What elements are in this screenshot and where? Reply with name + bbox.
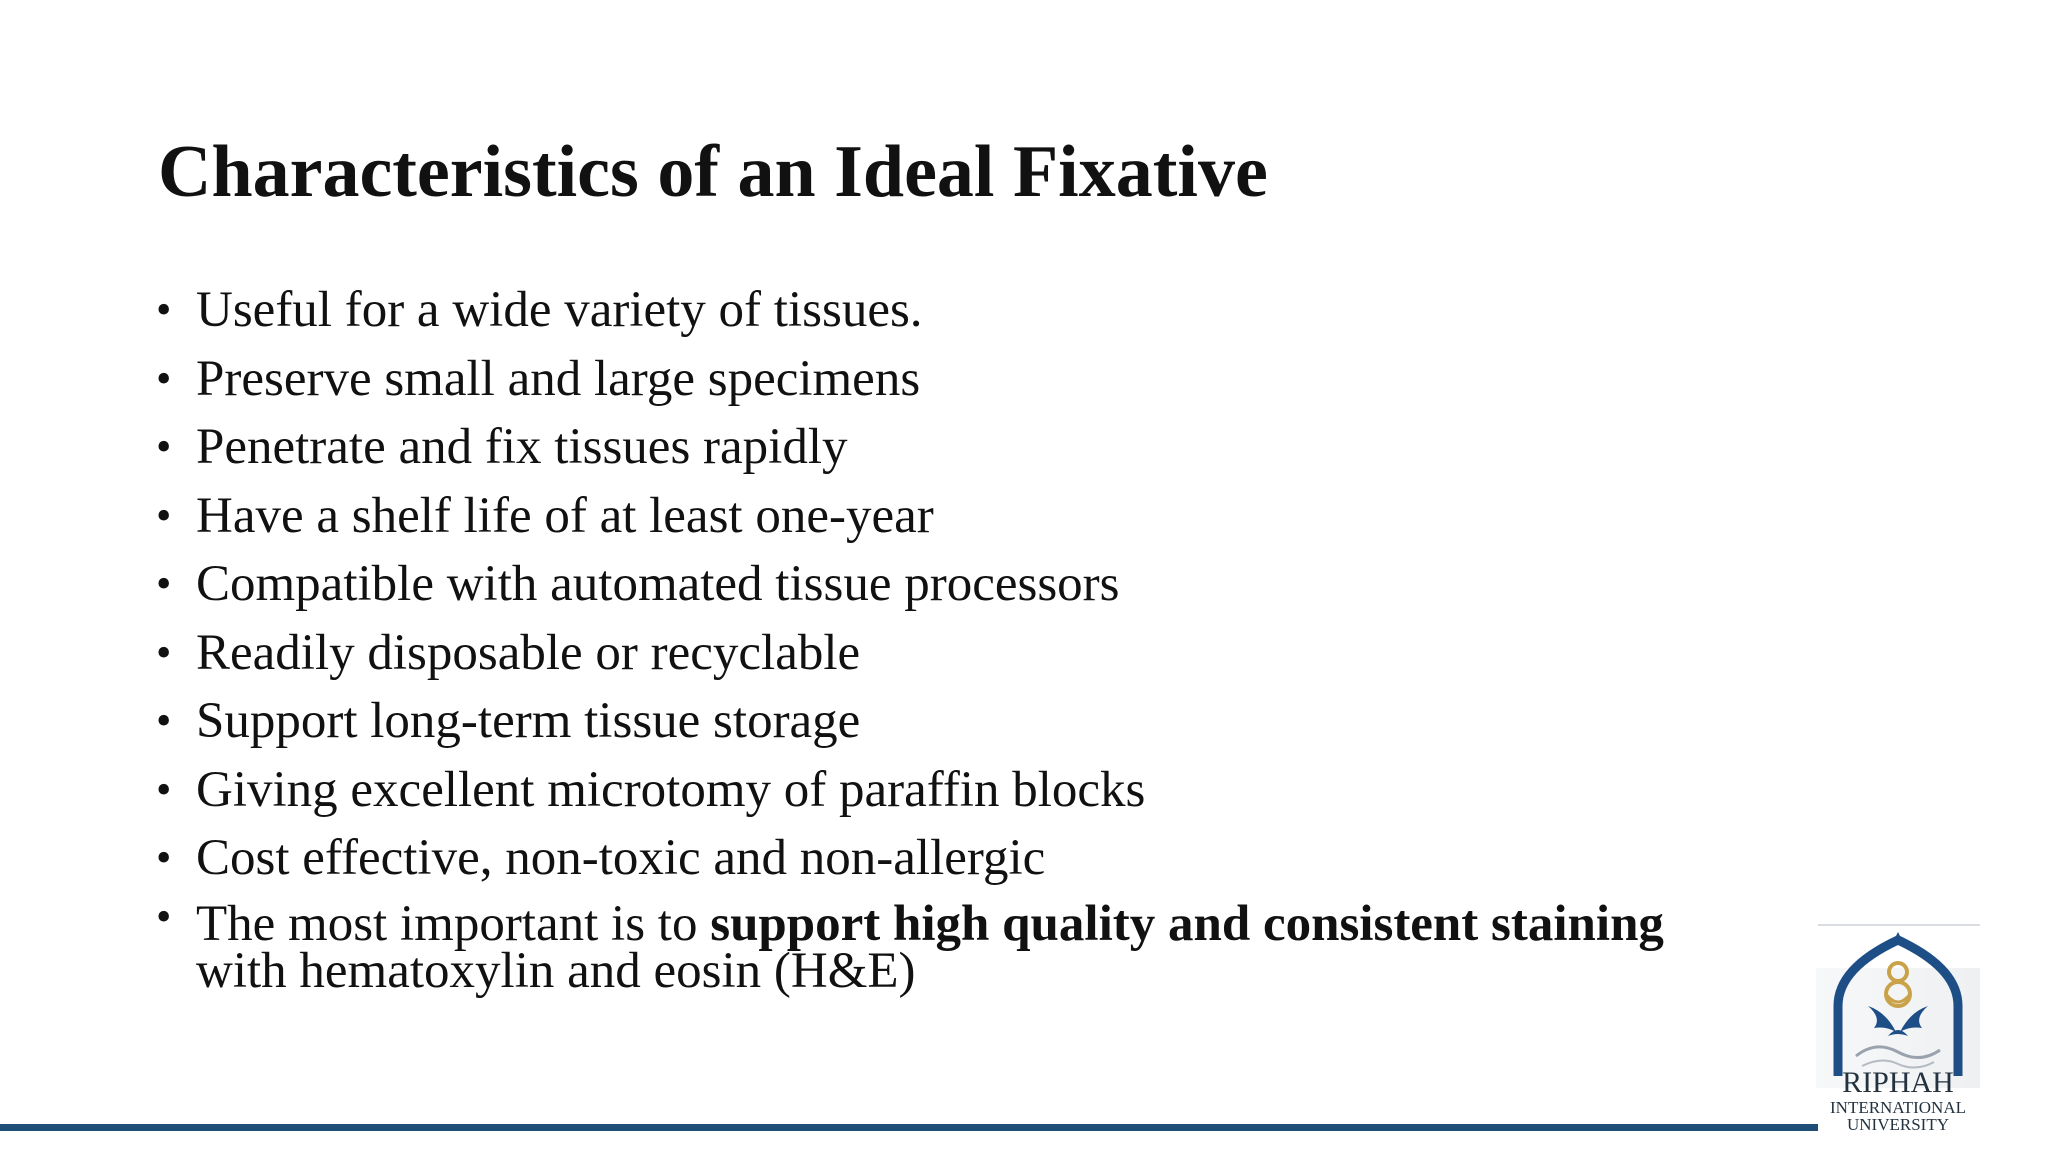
bullet-dot: • <box>156 833 172 882</box>
bullet-dot: • <box>156 627 172 677</box>
bullet-dot: • <box>156 422 172 471</box>
key-point-continuation: with hematoxylin and eosin (H&E) <box>196 942 916 999</box>
list-item <box>156 276 1664 345</box>
key-point-emphasis: support high quality and consistent staining <box>710 895 1664 952</box>
bullet-text: Penetrate and fix tissues rapidly <box>196 419 848 475</box>
bullet-text: Support long-term tissue storage <box>196 693 861 749</box>
logo-divider <box>1818 924 1980 926</box>
list-item <box>156 824 1664 893</box>
list-item <box>156 413 1664 482</box>
bullet-text: Preserve small and large specimens <box>196 350 921 407</box>
bullet-text: Have a shelf life of at least one-year <box>196 487 934 544</box>
logo-text-riphah: RIPHAH <box>1842 1066 1954 1099</box>
bullet-dot: • <box>156 764 172 814</box>
list-item <box>156 687 1664 756</box>
bullet-dot: • <box>156 696 172 745</box>
bullet-text: Readily disposable or recyclable <box>196 624 861 681</box>
list-item-key-point <box>156 891 1664 999</box>
list-item <box>156 482 1664 551</box>
list-item <box>156 756 1664 825</box>
bullet-dot: • <box>156 559 172 608</box>
bullet-dot: • <box>156 353 172 403</box>
bullet-text: Giving excellent microtomy of paraffin blocks <box>196 761 1146 818</box>
bullet-dot: • <box>156 891 172 941</box>
list-item <box>156 345 1664 414</box>
bullet-dot: • <box>156 285 172 334</box>
bullet-list <box>156 276 1664 999</box>
bullet-text: Cost effective, non-toxic and non-allergic <box>196 830 1046 886</box>
bullet-dot: • <box>156 490 172 540</box>
bullet-text: Compatible with automated tissue processors <box>196 556 1120 612</box>
logo-text-international: INTERNATIONAL <box>1830 1098 1966 1117</box>
bullet-text: Useful for a wide variety of tissues. <box>196 282 923 338</box>
slide-title: Characteristics of an Ideal Fixative <box>158 131 1268 213</box>
list-item <box>156 619 1664 688</box>
list-item <box>156 550 1664 619</box>
footer-bar <box>0 1124 1818 1131</box>
riphah-emblem-icon <box>1816 928 1980 1078</box>
logo-text-university: UNIVERSITY <box>1847 1115 1949 1134</box>
key-point-prefix: The most important is to <box>196 895 711 952</box>
university-logo <box>1816 928 1980 1136</box>
